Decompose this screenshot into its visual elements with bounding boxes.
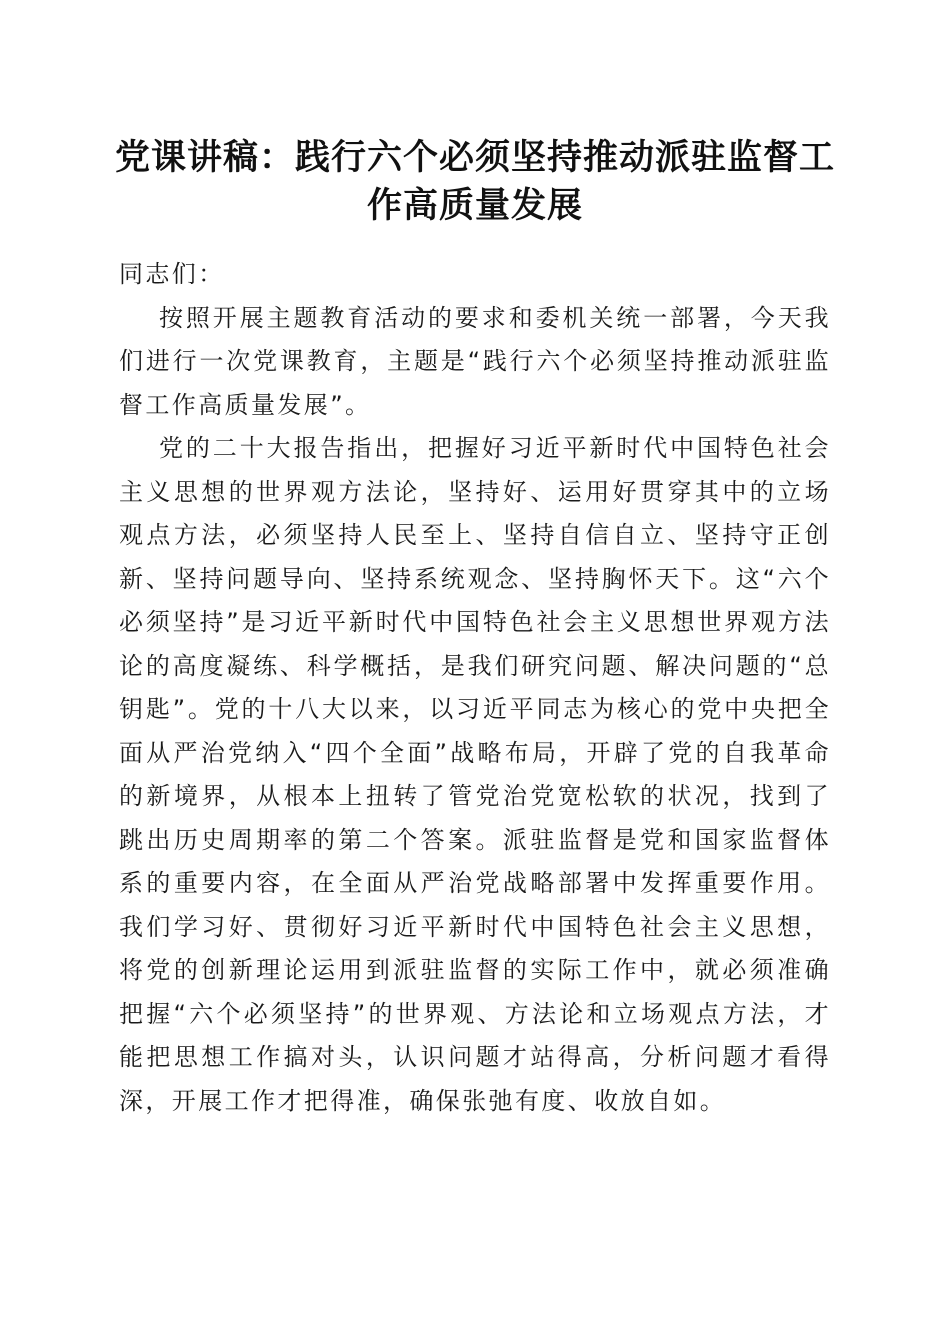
paragraph-1: 按照开展主题教育活动的要求和委机关统一部署，今天我们进行一次党课教育，主题是“践行六个必须坚持推动派驻监督工作高质量发展”。	[119, 303, 831, 419]
document-title	[100, 134, 850, 230]
title-line-1: 党课讲稿：践行六个必须坚持推动派驻监督工	[114, 137, 835, 178]
paragraph-2: 党的二十大报告指出，把握好习近平新时代中国特色社会主义思想的世界观方法论，坚持好、运用好贯穿其中的立场观点方法，必须坚持人民至上、坚持自信自立、坚持守正创新、坚持问题导向、坚持系统观念、坚持胸怀天下。这“六个必须坚持”是习近平新时代中国特色社会主义思想世界观方法论的高度凝练、科学概括，是我们研究问题、解决问题的“总钥匙”。党的十八大以来，以习近平同志为核心的党中央把全面从严治党纳入“四个全面”战略布局，开辟了党的自我革命的新境界，从根本上扭转了管党治党宽松软的状况，找到了跳出历史周期率的第二个答案。派驻监督是党和国家监督体系的重要内容，在全面从严治党战略部署中发挥重要作用。我们学习好、贯彻好习近平新时代中国特色社会主义思想，将党的创新理论运用到派驻监督的实际工作中，就必须准确把握“六个必须坚持”的世界观、方法论和立场观点方法，才能把思想工作搞对头，认识问题才站得高，分析问题才看得深，开展工作才把得准，确保张弛有度、收放自如。	[119, 434, 831, 1115]
title-line-2: 作高质量发展	[366, 185, 583, 226]
document-body	[119, 253, 831, 1123]
salutation: 同志们：	[119, 260, 225, 288]
